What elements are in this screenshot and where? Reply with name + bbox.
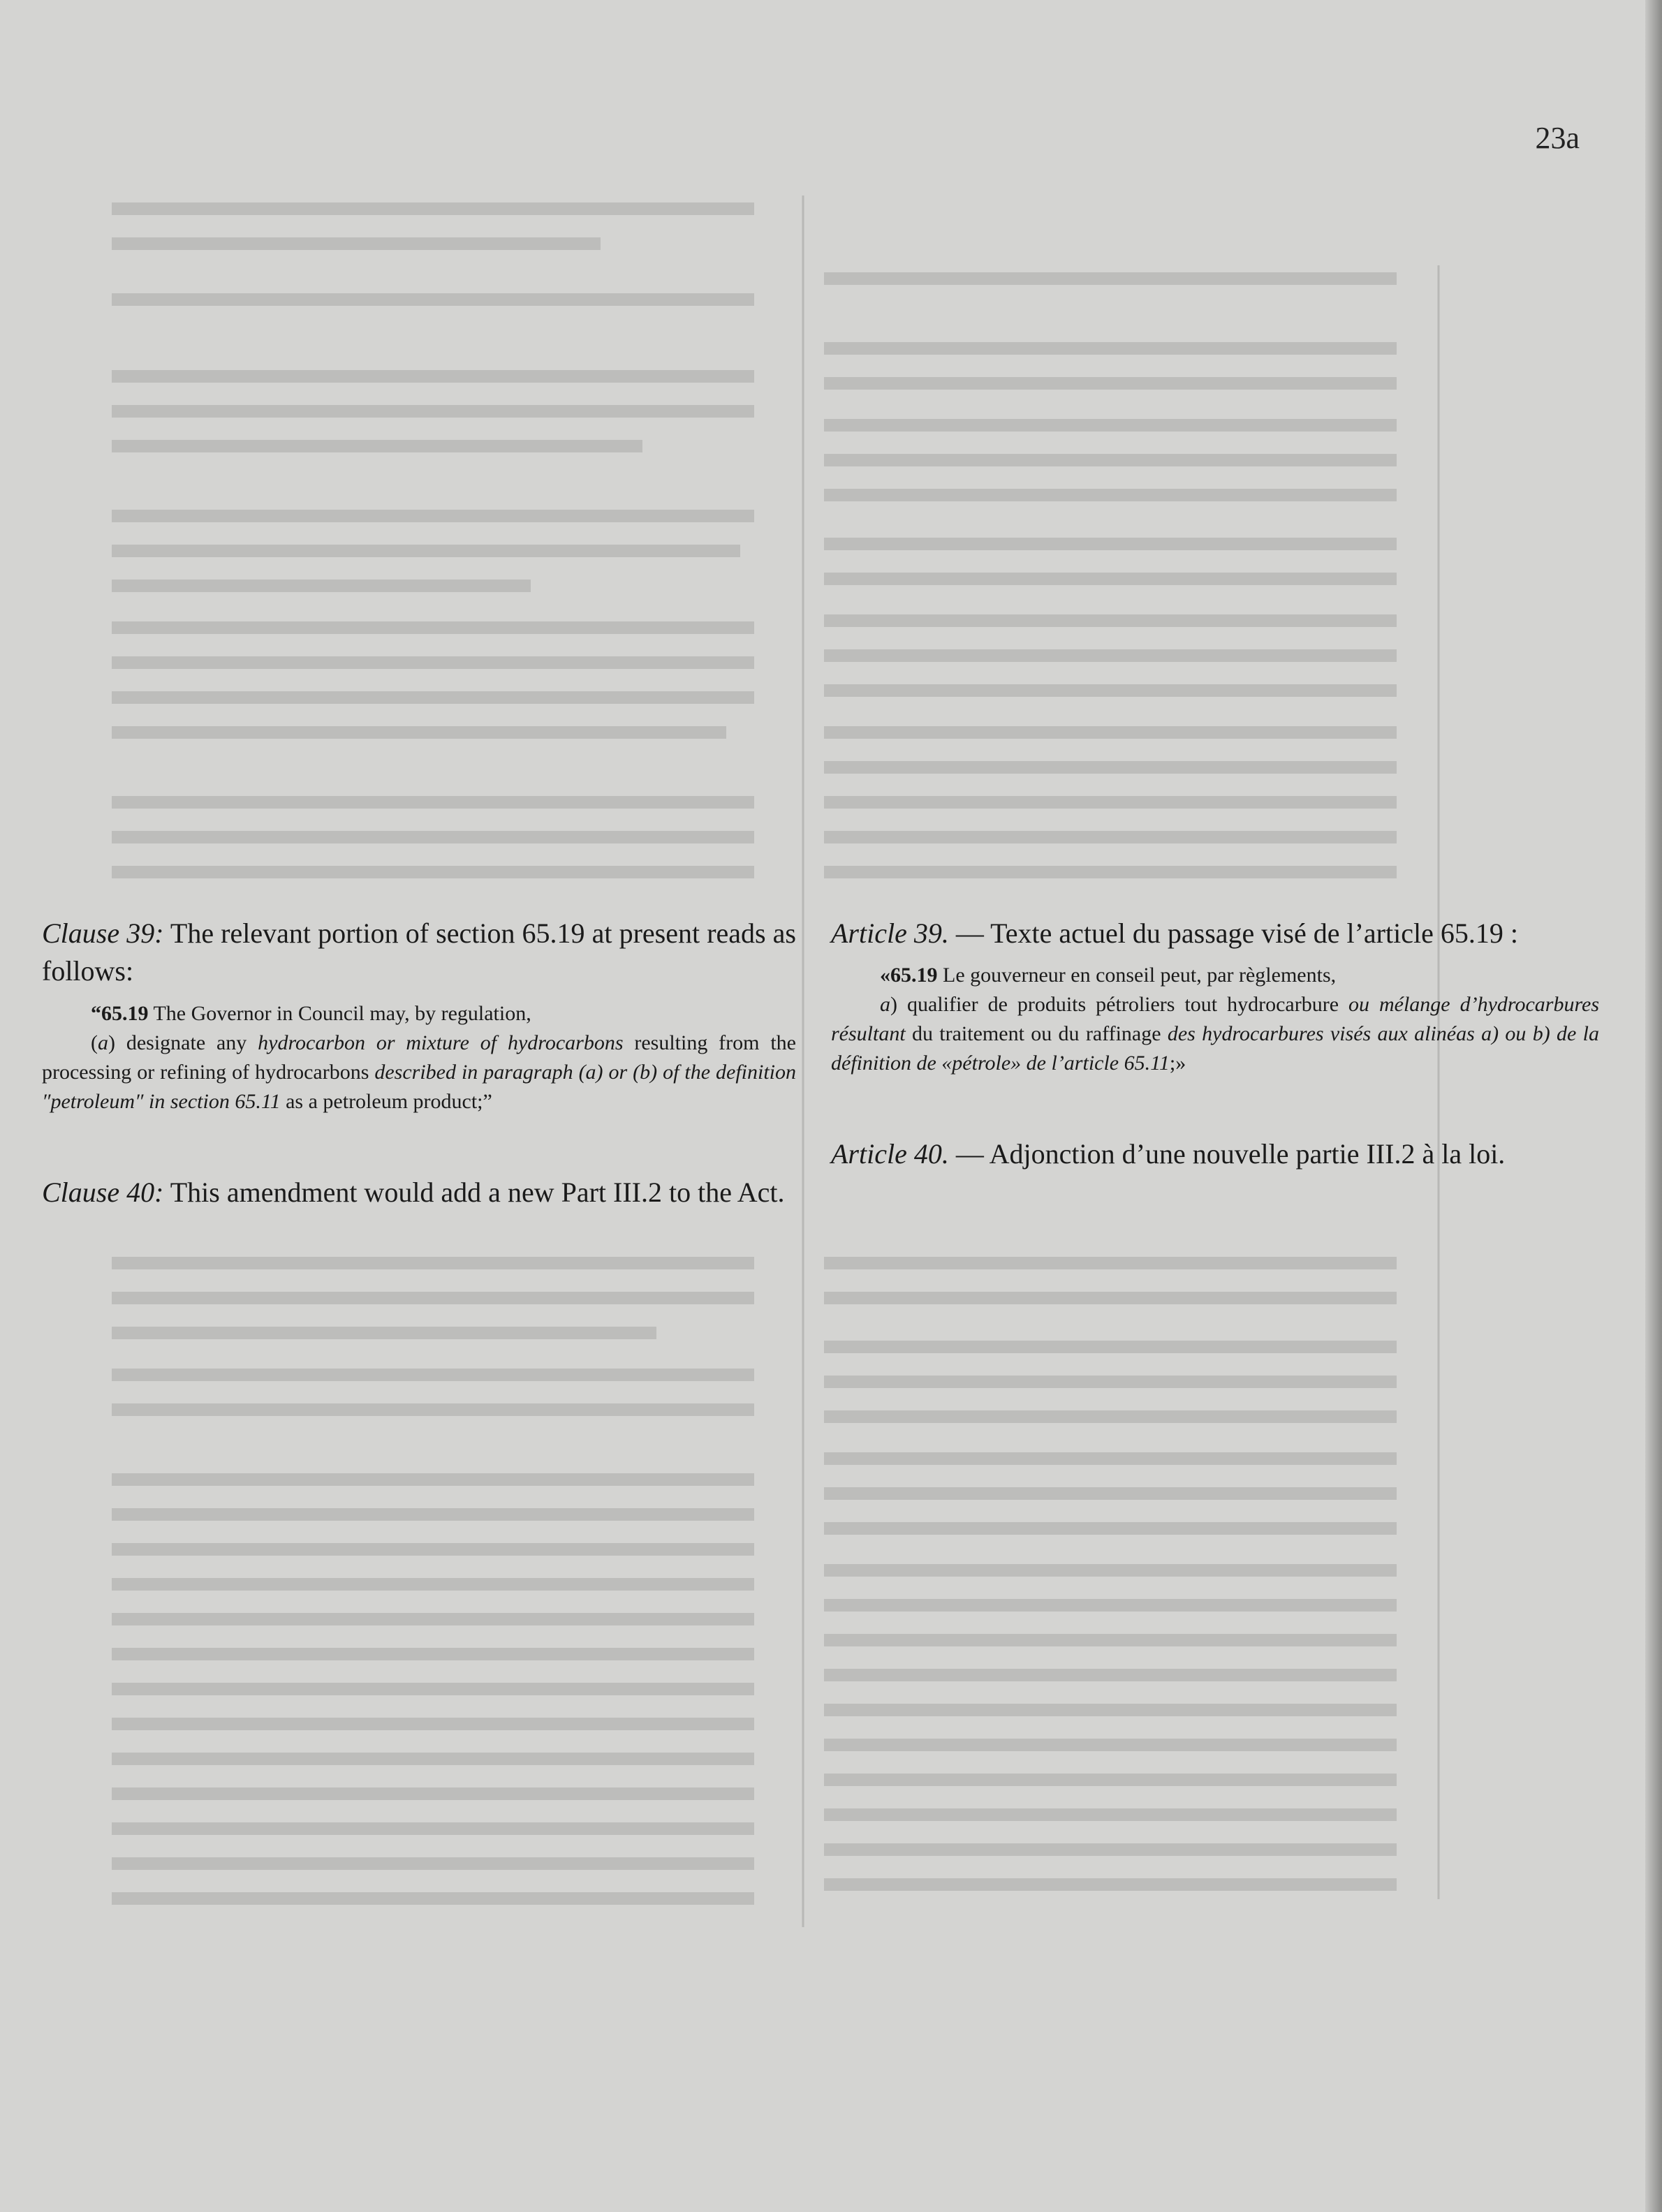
clause-39-label: Clause 39:: [42, 917, 164, 949]
section-65-19-quote-en: [42, 999, 796, 1116]
para-text-2-fr: du traitement ou du raffinage: [905, 1022, 1168, 1046]
article-39-text: — Texte actuel du passage visé de l’article 65.19 :: [948, 917, 1518, 949]
para-text-2: resulting from the processing or refining of hydrocarbons: [42, 1031, 796, 1084]
english-notes-column: [42, 915, 796, 1211]
quote-intro-fr: Le gouverneur en conseil peut, par règlements,: [937, 964, 1337, 987]
section-65-19-quote-fr: [831, 961, 1599, 1078]
article-40-note: [831, 1135, 1599, 1173]
clause-40-label: Clause 40:: [42, 1176, 164, 1208]
quote-paragraph-a: [42, 1028, 796, 1116]
para-text-1: ) designate any: [108, 1031, 258, 1054]
quote-open-mark: “: [91, 1001, 101, 1025]
para-open: (: [91, 1031, 98, 1054]
page-number: 23a: [1535, 121, 1580, 155]
quote-paragraph-a-fr: [831, 990, 1599, 1078]
para-letter: a: [98, 1031, 108, 1054]
clause-40-note: [42, 1174, 796, 1211]
clause-40-text: This amendment would add a new Part III.2 to the Act.: [163, 1176, 785, 1208]
italic-term-1: hydrocarbon or mixture of hydrocarbons: [258, 1031, 624, 1054]
para-letter-fr: a: [880, 993, 890, 1017]
quote-heading: [42, 999, 796, 1028]
para-text-1-fr: ) qualifier de produits pétroliers tout hydrocarbure: [890, 993, 1348, 1017]
quote-heading-fr: [831, 961, 1599, 990]
italic-term-2: described in paragraph (a) or (b) of the definition ″petroleum″ in section 65.11: [42, 1060, 796, 1113]
para-text-end: as a petroleum product;”: [280, 1089, 492, 1113]
section-number-fr: 65.19: [890, 964, 938, 987]
page-edge-shadow: [1645, 0, 1662, 2212]
quote-intro: The Governor in Council may, by regulation,: [148, 1001, 531, 1025]
article-39-note: [831, 915, 1599, 952]
article-39-label: Article 39.: [831, 917, 949, 949]
section-number: 65.19: [101, 1001, 149, 1025]
article-40-text: — Adjonction d’une nouvelle partie III.2 à la loi.: [948, 1138, 1506, 1170]
clause-39-note: [42, 915, 796, 991]
article-40-label: Article 40.: [831, 1138, 949, 1170]
italic-term-1-fr: ou mélange d’hydrocarbures résultant: [831, 993, 1599, 1046]
italic-term-2-fr: des hydrocarbures visés aux alinéas a) ou b) de la définition de «pétrole» de l’article 65.11: [831, 1022, 1599, 1075]
french-notes-column: [831, 915, 1599, 1174]
clause-39-text: The relevant portion of section 65.19 at present reads as follows:: [42, 917, 796, 987]
para-text-end-fr: ;»: [1169, 1052, 1186, 1075]
quote-open-mark-fr: «: [880, 964, 890, 987]
